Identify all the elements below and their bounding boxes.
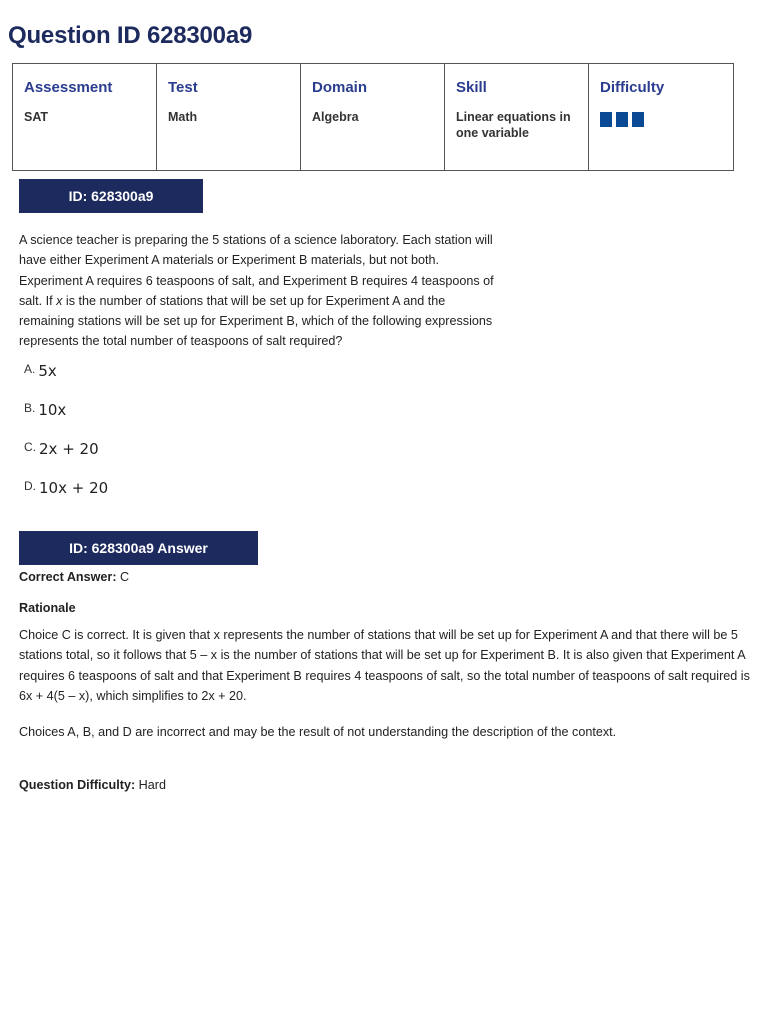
choice-d[interactable] xyxy=(24,479,108,498)
value-difficulty xyxy=(589,107,734,171)
choice-expression: 10x xyxy=(38,401,67,419)
choice-c[interactable] xyxy=(24,440,99,459)
metadata-header-row xyxy=(13,64,734,108)
value-test: Math xyxy=(157,107,301,171)
question-difficulty xyxy=(19,778,166,792)
difficulty-bar xyxy=(632,112,644,127)
header-test: Test xyxy=(157,64,301,108)
choice-letter: D. xyxy=(24,479,36,493)
difficulty-bar xyxy=(616,112,628,127)
difficulty-bar xyxy=(600,112,612,127)
choice-letter: B. xyxy=(24,401,36,415)
correct-answer xyxy=(19,570,129,584)
value-domain: Algebra xyxy=(301,107,445,171)
header-skill: Skill xyxy=(445,64,589,108)
question-text-part2: is the number of stations that will be set up for Experiment A and the remaining stations will be set up for Experiment B, which of the following expressions represents the total number of teaspoons of salt required? xyxy=(19,293,493,349)
rationale-heading: Rationale xyxy=(19,601,76,615)
question-difficulty-value: Hard xyxy=(138,778,166,792)
metadata-value-row xyxy=(13,107,734,171)
header-difficulty: Difficulty xyxy=(589,64,734,108)
choice-expression: 2x + 20 xyxy=(39,440,99,458)
choice-expression: 10x + 20 xyxy=(39,479,109,497)
answer-id-banner: ID: 628300a9 Answer xyxy=(19,531,258,565)
question-difficulty-label: Question Difficulty: xyxy=(19,778,136,792)
header-assessment: Assessment xyxy=(13,64,157,108)
value-assessment: SAT xyxy=(13,107,157,171)
question-variable: x xyxy=(56,293,63,308)
header-domain: Domain xyxy=(301,64,445,108)
correct-answer-value: C xyxy=(120,570,130,584)
choice-letter: C. xyxy=(24,440,36,454)
question-metadata-table xyxy=(12,63,734,171)
correct-answer-label: Correct Answer: xyxy=(19,570,117,584)
question-text-part1: A science teacher is preparing the 5 stations of a science laboratory. Each station will have either Experiment A materials or Experiment B materials, but not both. Experiment A requires 6 teaspoons of salt, and Experiment B requires 4 teaspoons of salt. If xyxy=(19,233,494,308)
question-id-banner: ID: 628300a9 xyxy=(19,179,203,213)
choice-letter: A. xyxy=(24,362,36,376)
choice-a[interactable] xyxy=(24,362,57,381)
rationale-paragraph-2: Choices A, B, and D are incorrect and may be the result of not understanding the description of the context. xyxy=(19,725,617,739)
value-skill: Linear equations in one variable xyxy=(445,107,589,171)
question-stem xyxy=(19,230,504,352)
choice-b[interactable] xyxy=(24,401,66,420)
page-title: Question ID 628300a9 xyxy=(8,22,253,49)
rationale-paragraph-1: Choice C is correct. It is given that x represents the number of stations that will be set up for Experiment A and that there will be 5 stations total, so it follows that 5 – x is the number of stations that will be set up for Experiment B. It is also given that Experiment A requires 6 teaspoons of salt and that Experiment B requires 4 teaspoons of salt, so the total number of teaspoons of salt required is 6x + 4(5 – x), which simplifies to 2x + 20. xyxy=(19,628,750,703)
difficulty-bars-icon xyxy=(600,112,722,127)
choice-expression: 5x xyxy=(38,362,57,380)
